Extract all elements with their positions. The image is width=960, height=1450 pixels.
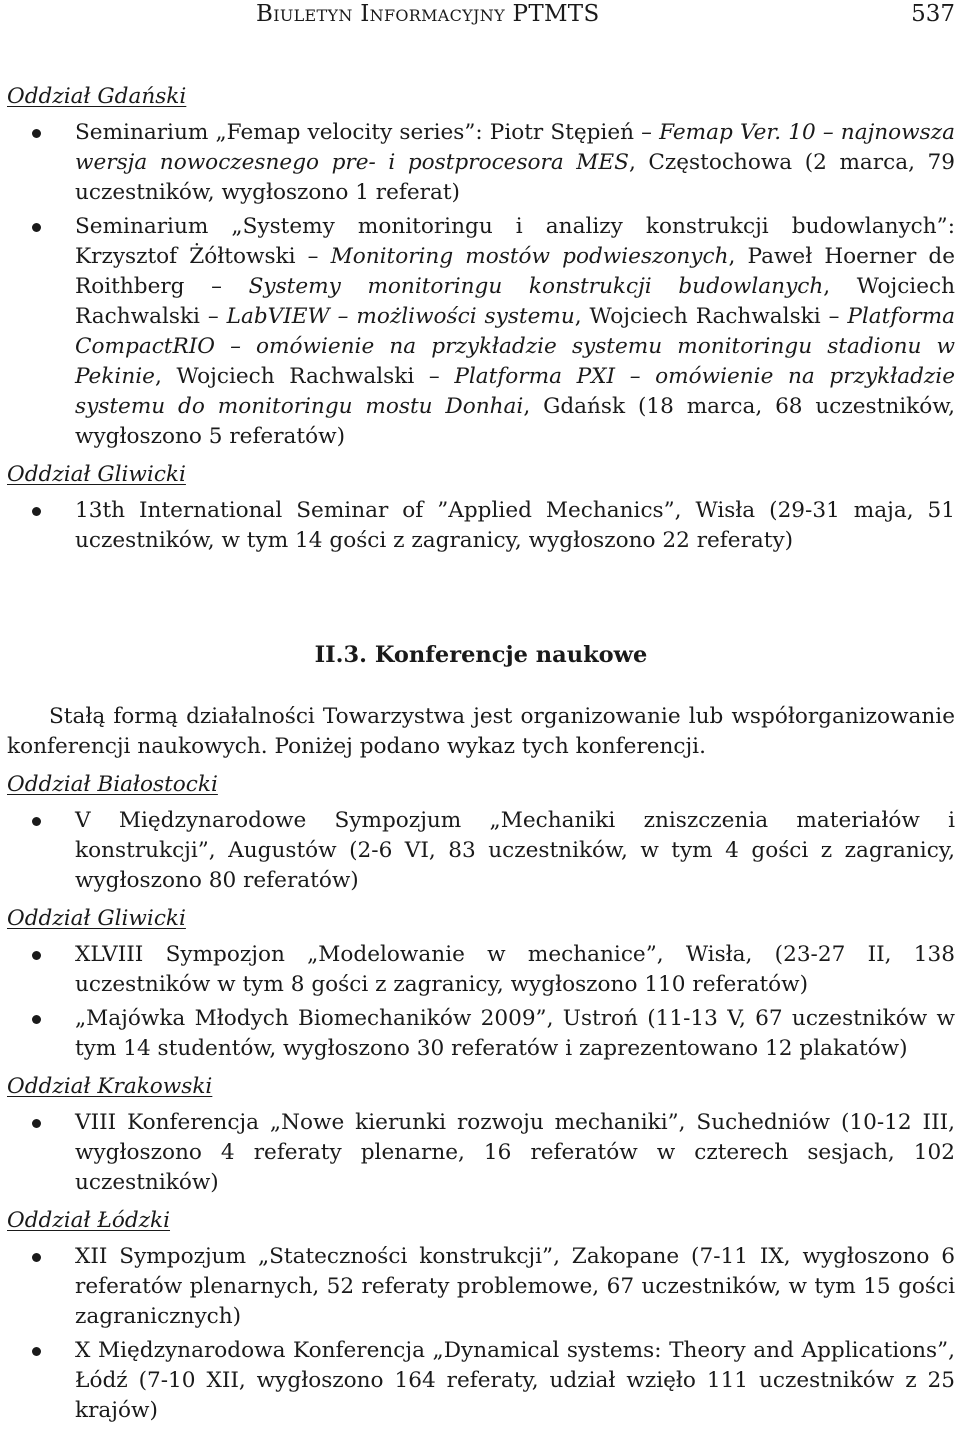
section-heading: II.3. Konferencje naukowe bbox=[314, 642, 648, 668]
item-text: , Wojciech Rachwalski – bbox=[154, 364, 455, 389]
bullet-icon bbox=[32, 507, 41, 516]
branch-heading-bialystok: Oddział Białostocki bbox=[7, 772, 218, 797]
item-text: , Gdańsk (18 marca, 68 uczestników, wygłoszono 5 referatów) bbox=[75, 394, 955, 449]
item-text: XLVIII Sympozjon „Modelowanie w mechanice”, Wisła, (23-27 II, 138 uczestników w tym 8 gości z zagranicy, wygłoszono 110 referatów) bbox=[75, 942, 955, 997]
bullet-icon bbox=[32, 817, 41, 826]
item-text: , Częstochowa (2 marca, 79 uczestników, wygłoszono 1 referat) bbox=[75, 150, 955, 205]
item-text: „Majówka Młodych Biomechaników 2009”, Ustroń (11-13 V, 67 uczestników w tym 14 studentów, wygłoszono 30 referatów i zaprezentowano 12 plakatów) bbox=[75, 1006, 955, 1061]
item-text: , Wojciech Rachwalski – bbox=[574, 304, 848, 329]
conference-list-krakow bbox=[7, 1108, 955, 1198]
journal-title: Biuletyn Informacyjny PTMTS bbox=[256, 1, 600, 27]
list-item bbox=[7, 1004, 955, 1064]
bullet-icon bbox=[32, 1347, 41, 1356]
list-item bbox=[7, 1242, 955, 1332]
list-item bbox=[7, 1336, 955, 1426]
talk-title: Monitoring mostów podwieszonych bbox=[330, 244, 729, 269]
item-text: X Międzynarodowa Konferencja „Dynamical systems: Theory and Applications”, Łódź (7-10 XII, wygłoszono 164 referaty, udział wzięło 111 uczestników z 25 krajów) bbox=[75, 1338, 955, 1423]
branch-heading-gliwice-conferences: Oddział Gliwicki bbox=[7, 906, 186, 931]
running-header bbox=[7, 0, 955, 30]
talk-title: Systemy monitoringu konstrukcji budowlanych bbox=[248, 274, 824, 299]
list-item bbox=[7, 806, 955, 896]
list-item bbox=[7, 1108, 955, 1198]
item-text: Seminarium „Femap velocity series”: Piotr Stępień – bbox=[75, 120, 660, 145]
item-text: , Paweł Hoerner de Roithberg – bbox=[75, 244, 956, 299]
branch-heading-gdansk: Oddział Gdański bbox=[7, 84, 187, 109]
page-number: 537 bbox=[911, 1, 955, 27]
talk-title: Femap Ver. 10 – najnowsza wersja nowoczesnego pre- i postprocesora MES bbox=[75, 120, 956, 175]
item-text: V Międzynarodowe Sympozjum „Mechaniki zniszczenia materiałów i konstrukcji”, Augustów (2-6 VI, 83 uczestników, w tym 4 gości z zagranicy, wygłoszono 80 referatów) bbox=[75, 808, 955, 893]
item-text: , Wojciech Rachwalski – bbox=[75, 274, 955, 329]
bullet-icon bbox=[32, 1015, 41, 1024]
item-text: VIII Konferencja „Nowe kierunki rozwoju mechaniki”, Suchedniów (10-12 III, wygłoszono 4 referaty plenarne, 16 referatów w czterech sesjach, 102 uczestników) bbox=[75, 1110, 955, 1195]
branch-heading-lodz: Oddział Łódzki bbox=[7, 1208, 171, 1233]
branch-heading-krakow: Oddział Krakowski bbox=[7, 1074, 213, 1099]
bullet-icon bbox=[32, 1119, 41, 1128]
page-content bbox=[7, 82, 955, 1434]
list-item bbox=[7, 496, 955, 556]
bullet-icon bbox=[32, 951, 41, 960]
bullet-icon bbox=[32, 129, 41, 138]
item-text: 13th International Seminar of ”Applied Mechanics”, Wisła (29-31 maja, 51 uczestników, w tym 14 gości z zagranicy, wygłoszono 22 referaty) bbox=[75, 498, 955, 553]
conference-list-gliwice bbox=[7, 940, 955, 1064]
talk-title: Platforma CompactRIO – omówienie na przykładzie systemu monitoringu stadionu w Pekinie bbox=[75, 304, 955, 389]
bullet-icon bbox=[32, 223, 41, 232]
seminar-list-gliwice bbox=[7, 496, 955, 556]
list-item bbox=[7, 118, 955, 208]
list-item bbox=[7, 940, 955, 1000]
talk-title: Platforma PXI – omówienie na przykładzie systemu do monitoringu mostu Donhai bbox=[75, 364, 955, 419]
talk-title: LabVIEW – możliwości systemu bbox=[226, 304, 575, 329]
item-text: Seminarium „Systemy monitoringu i analizy konstrukcji budowlanych”: Krzysztof Żółtowski – bbox=[75, 214, 955, 269]
conference-list-lodz bbox=[7, 1242, 955, 1426]
bullet-icon bbox=[32, 1253, 41, 1262]
seminar-list-gdansk bbox=[7, 118, 955, 452]
branch-heading-gliwice: Oddział Gliwicki bbox=[7, 462, 186, 487]
section-intro: Stałą formą działalności Towarzystwa jest organizowanie lub współorganizowanie konferencji naukowych. Poniżej podano wykaz tych konferencji. bbox=[7, 704, 955, 759]
list-item bbox=[7, 212, 955, 452]
conference-list-bialystok bbox=[7, 806, 955, 896]
item-text: XII Sympozjum „Stateczności konstrukcji”, Zakopane (7-11 IX, wygłoszono 6 referatów plenarnych, 52 referaty problemowe, 67 uczestników, w tym 15 gości zagranicznych) bbox=[75, 1244, 955, 1329]
